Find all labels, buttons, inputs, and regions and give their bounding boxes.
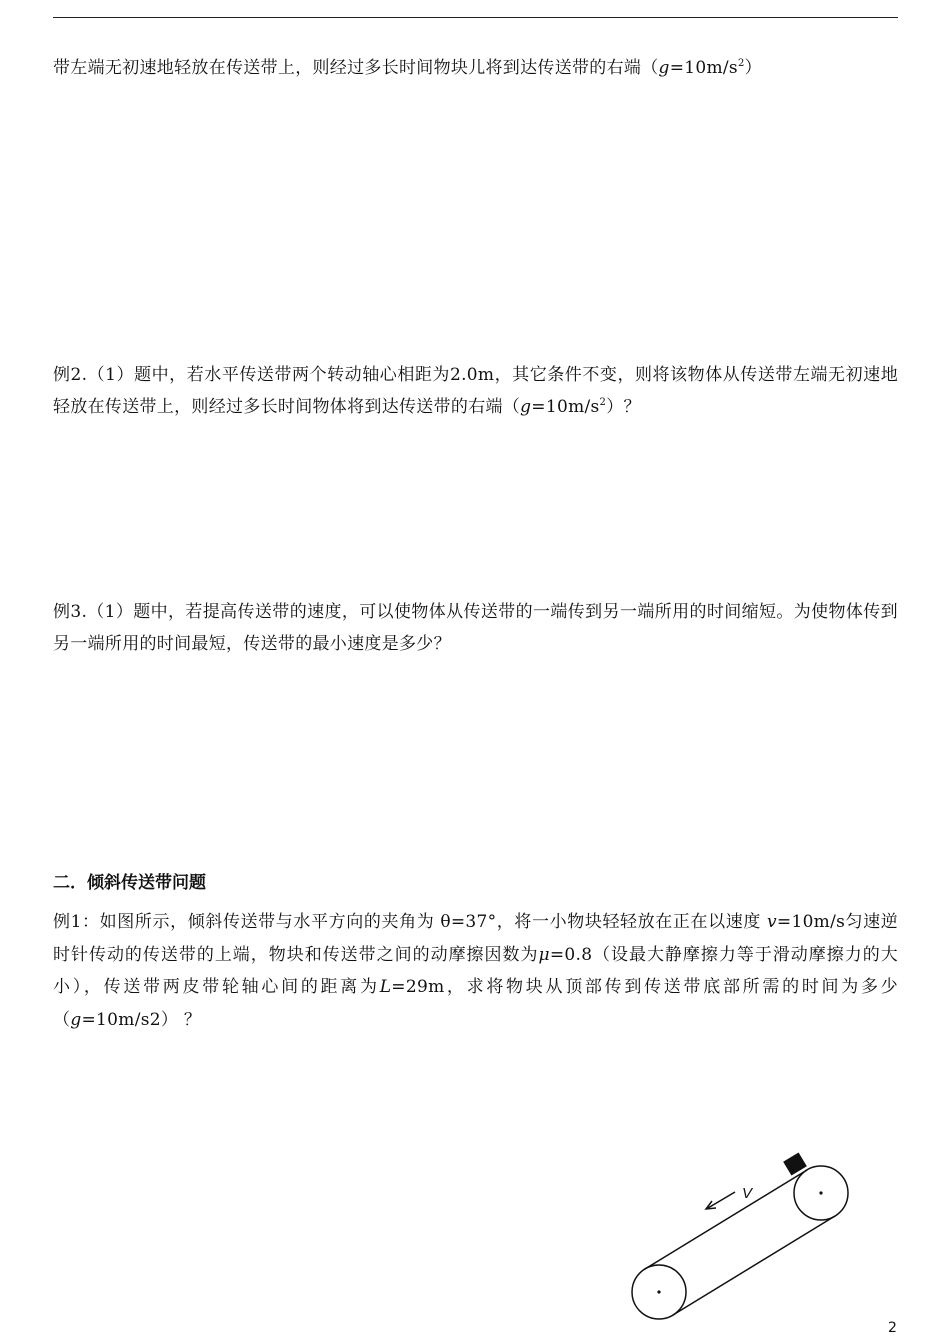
bottom-pulley-axle — [657, 1290, 660, 1293]
page-number: 2 — [888, 1320, 897, 1336]
header-rule — [53, 17, 898, 18]
example-2-question: 例2.（1）题中，若水平传送带两个转动轴心相距为2.0m，其它条件不变，则将该物体从传送带左端无初速地轻放在传送带上，则经过多长时间物体将到达传送带的右端$(g=10m/s^2)$？ — [53, 365, 898, 417]
inclined-conveyor-diagram — [620, 1140, 860, 1330]
inclined-example-1-question: 例1：如图所示，倾斜传送带与水平方向的夹角为 θ=37°，将一小物块轻轻放在正在以速度 v=10m/s匀速逆时针传动的传送带的上端，物块和传送带之间的动摩擦因数为μ=0.8（设最大静摩擦力等于滑动摩擦力的大小），传送带两皮带轮轴心间的距离为L=29m，求将物块从顶部传到传送带底部所需的时间为多少（g=10m/s2） ？ — [53, 912, 898, 1030]
belt-lower — [673, 1216, 835, 1315]
velocity-arrow — [708, 1192, 735, 1208]
top-pulley-axle — [819, 1191, 822, 1194]
section-heading: 二．倾斜传送带问题 — [53, 873, 206, 893]
paragraph-continuation: 带左端无初速地轻放在传送带上，则经过多长时间物块儿将到达传送带的右端$(g=10m/s^2)$ — [53, 58, 762, 78]
example-3-question: 例3.（1）题中，若提高传送带的速度，可以使物体从传送带的一端传到另一端所用的时间缩短。为使物体传到另一端所用的时间最短，传送带的最小速度是多少？ — [53, 602, 898, 654]
belt-upper — [645, 1170, 807, 1269]
velocity-label: V — [742, 1185, 753, 1202]
